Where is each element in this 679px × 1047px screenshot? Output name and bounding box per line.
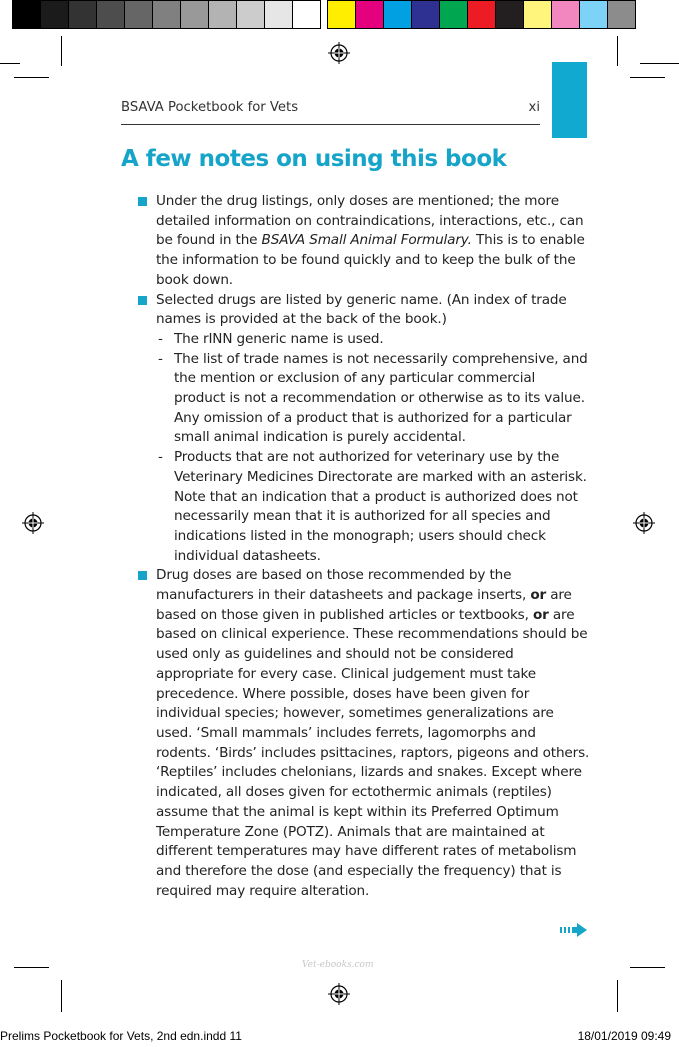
color-calibration-bar: [12, 0, 635, 31]
color-swatch: [551, 0, 580, 29]
color-swatch: [439, 0, 468, 29]
crop-mark: [14, 77, 49, 78]
color-swatch: [523, 0, 552, 29]
continue-arrow-icon: [560, 922, 588, 938]
color-swatch: [180, 0, 209, 29]
watermark: Vet-ebooks.com: [302, 960, 374, 970]
bullet-text: Drug doses are based on those recommended by the manufacturers in their datasheets and package inserts,: [156, 567, 531, 604]
bullet-text: Under the drug listings, only doses are mentioned; the more detailed information on contraindications, interactions, etc., can be found in the: [156, 193, 584, 249]
color-swatch: [124, 0, 153, 29]
slug-datetime: 18/01/2019 09:49: [577, 1029, 671, 1043]
dash-marker: -: [158, 330, 163, 347]
slug-filename: Prelims Pocketbook for Vets, 2nd edn.indd 11: [0, 1029, 242, 1043]
crop-mark: [0, 63, 20, 64]
registration-mark-icon: [328, 983, 350, 1005]
color-swatch: [411, 0, 440, 29]
page-heading: A few notes on using this book: [121, 146, 507, 172]
crop-mark: [630, 77, 665, 78]
square-bullet-icon: [138, 571, 147, 580]
registration-mark-icon: [328, 42, 350, 64]
color-swatch: [355, 0, 384, 29]
dash-marker: -: [158, 449, 163, 466]
bullet-item: [138, 192, 590, 291]
sub-item: [138, 330, 590, 350]
running-title: BSAVA Pocketbook for Vets: [121, 100, 299, 115]
sub-item: [138, 350, 590, 449]
registration-mark-icon: [22, 512, 44, 534]
color-swatch: [467, 0, 496, 29]
section-thumb-tab: [552, 62, 587, 138]
color-swatch: [264, 0, 293, 29]
square-bullet-icon: [138, 296, 147, 305]
formulary-title: BSAVA Small Animal Formulary.: [261, 232, 472, 249]
color-swatch: [68, 0, 97, 29]
color-swatch: [495, 0, 524, 29]
crop-mark: [617, 36, 618, 66]
bullet-text: are based on those given in published articles or textbooks,: [156, 587, 572, 623]
color-swatch: [12, 0, 41, 29]
crop-mark: [617, 980, 618, 1012]
color-swatch: [579, 0, 608, 29]
sub-item: [138, 448, 590, 566]
color-swatch: [607, 0, 636, 29]
bullet-text: Selected drugs are listed by generic name. (An index of trade names is provided at the back of the book.): [156, 291, 567, 328]
sub-item-text: The rINN generic name is used.: [174, 330, 384, 347]
bullet-text: This is to enable the information to be found quickly and to keep the bulk of the book down.: [156, 232, 585, 288]
bullet-item: [138, 291, 590, 330]
crop-mark: [630, 967, 665, 968]
sub-item-text: Products that are not authorized for veterinary use by the Veterinary Medicines Directorate are marked with an asterisk. Note that an indication that a product is authorized does not necessarily mean that it is authorized for all species and indications listed in the monograph; users should check individual datasheets.: [174, 449, 587, 564]
page-number: xi: [528, 100, 540, 115]
registration-mark-icon: [633, 512, 655, 534]
color-swatch: [96, 0, 125, 29]
notes-list: [138, 192, 590, 901]
bullet-item: [138, 566, 590, 901]
crop-mark: [61, 36, 62, 66]
color-swatch: [208, 0, 237, 29]
dash-marker: -: [158, 350, 163, 367]
bullet-text: are based on clinical experience. These recommendations should be used only as guidelines and should not be considered appropriate for every case. Clinical judgement must take precedence. Where possible, doses have been given for individual species; however, sometimes generalizations are used. ‘Small mammals’ includes ferrets, lagomorphs and rodents. ‘Birds’ includes psittacines, raptors, pigeons and others. ‘Reptiles’ includes chelonians, lizards and snakes. Except where indicated, all doses given for ectothermic animals (reptiles) assume that the animal is kept within its Preferred Optimum Temperature Zone (POTZ). Animals that are maintained at different temperatures may have different rates of metabolism and therefore the dose (and especially the frequency) that is required may require alteration.: [156, 606, 590, 899]
crop-mark: [640, 63, 679, 64]
emphasis-or: or: [530, 587, 547, 604]
square-bullet-icon: [138, 197, 147, 206]
crop-mark: [14, 967, 49, 968]
color-swatch: [236, 0, 265, 29]
color-swatch: [152, 0, 181, 29]
emphasis-or: or: [532, 606, 549, 623]
crop-mark: [61, 980, 62, 1012]
sub-item-text: The list of trade names is not necessarily comprehensive, and the mention or exclusion of any particular commercial product is not a recommendation or otherwise as to its value. Any omission of a product that is authorized for a particular small animal indication is purely accidental.: [174, 350, 588, 446]
color-swatch: [383, 0, 412, 29]
color-swatch: [40, 0, 69, 29]
color-swatch: [292, 0, 321, 29]
color-swatch: [327, 0, 356, 29]
running-header: [121, 100, 540, 125]
